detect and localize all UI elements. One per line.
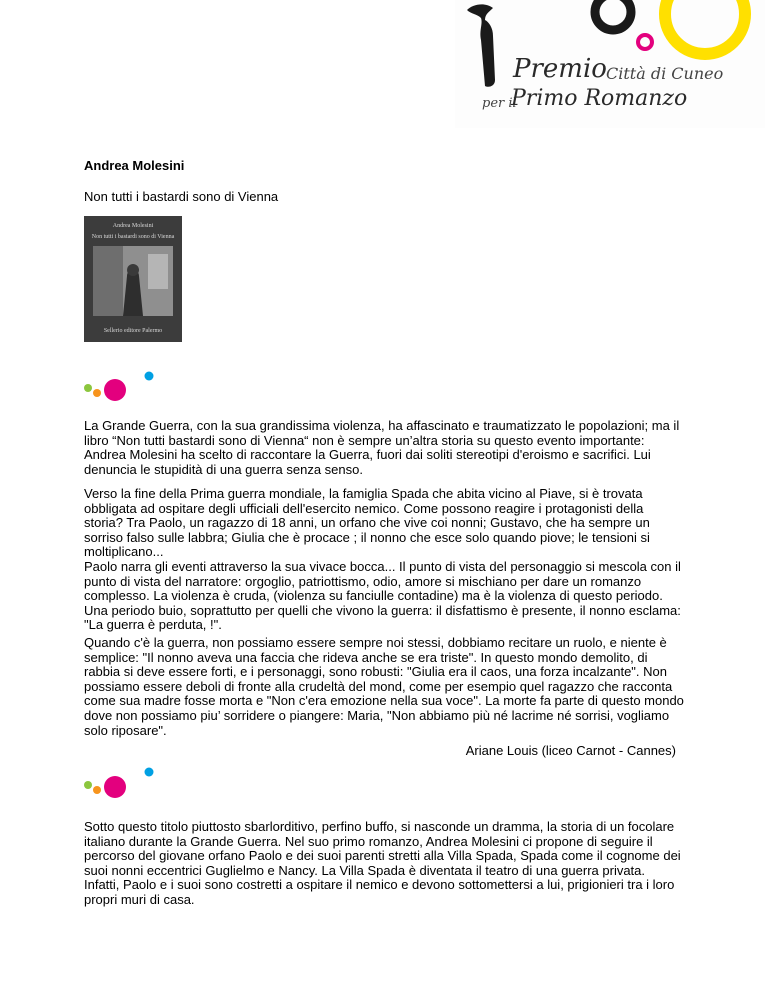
yellow-ring [665, 0, 745, 54]
author-name: Andrea Molesini [84, 158, 185, 173]
cover-illustration [93, 246, 173, 316]
review1-paragraph-2b: Paolo narra gli eventi attraverso la sua vivace bocca... Il punto di vista del personaggio si mescola con il punto di vista del narratore: orgoglio, patriottismo, odio, amore si mischiano per dare un romanzo complesso. La violenza è cruda, (violenza su fanciulle contadine) ma è la violenza di questo periodo. Una periodo buio, soprattutto per quelli che vivono la guerra: il disfattismo è presente, il nonno esclama: "La guerra è perduta, !". [84, 558, 681, 633]
review1-paragraph-1: La Grande Guerra, con la sua grandissima violenza, ha affascinato e traumatizzato le popolazioni; ma il libro “Non tutti bastardi sono di Vienna“ non è sempre un’altra storia su questo evento importante: Andrea Molesini ha scelto di raccontare la Guerra, fuori dai soliti stereotipi d'eroismo e sacrifici. Lui denuncia le stupidità di una guerra senza senso. [84, 418, 680, 477]
review1-paragraph-2 [84, 487, 684, 633]
magenta-ring [638, 35, 652, 49]
cover-title: Non tutti i bastardi sono di Vienna [91, 234, 175, 240]
cover-author: Andrea Molesini [112, 223, 154, 229]
logo-premio: Premio [513, 54, 607, 84]
decorative-dots-1 [83, 371, 158, 407]
decorative-dots-2 [83, 767, 158, 805]
review1-signature: Ariane Louis (liceo Carnot - Cannes) [465, 743, 676, 758]
premio-logo [455, 0, 765, 128]
black-ring [595, 0, 631, 30]
logo-citta: Città di Cuneo [606, 64, 724, 83]
review1-paragraph-2a: Verso la fine della Prima guerra mondiale, la famiglia Spada che abita vicino al Piave, si è trovata obbligata ad ospitare degli ufficiali dell'esercito nemico. Come possono reagire i protagonisti della storia? Tra Paolo, un ragazzo di 18 anni, un orfano che vive coi nonni; Gustavo, che ha sempre un sorriso falso sulle labbra; Giulia che è procace ; il nonno che esce solo quando piove; le tensioni si moltiplicano... [84, 486, 650, 560]
logo-per-il: per il [482, 96, 517, 111]
figure-silhouette [467, 4, 495, 86]
book-title: Non tutti i bastardi sono di Vienna [84, 189, 279, 204]
book-cover-image [84, 216, 182, 342]
review1-paragraph-3: Quando c'è la guerra, non possiamo essere sempre noi stessi, dobbiamo recitare un ruolo, e niente è semplice: "Il nonno aveva una faccia che rideva anche se era triste". In questo mondo demolito, di rabbia si deve essere forti, e i personaggi, sono robusti: "Giulia era il caos, una forza incalzante". Non possiamo essere deboli di fronte alla crudeltà del mond, come per esempio quel ragazzo che racconta come sua madre fosse morta e "Non c'era emozione nella sua voce". La morte fa parte di questo mondo dove non possiamo piu’ sorridere o piangere: Maria, "Non abbiamo più né lacrime né sorrisi, vogliamo solo riposare". [84, 635, 684, 738]
review2-paragraph-1: Sotto questo titolo piuttosto sbarlorditivo, perfino buffo, si nasconde un dramma, la storia di un focolare italiano durante la Grande Guerra. Nel suo primo romanzo, Andrea Molesini ci propone di seguire il percorso del giovane orfano Paolo e dei suoi parenti stretti alla Villa Spada, Spada come il cognome dei suoi nonni eccentrici Guglielmo e Nancy. La Villa Spada è diventata il teatro di una guerra privata. Infatti, Paolo e i suoi sono costretti a ospitare il nemico e devono sottomettersi a lui, prigionieri tra i loro propri muri di casa. [84, 819, 681, 907]
cover-publisher: Sellerio editore Palermo [103, 328, 163, 334]
logo-primo-romanzo: Primo Romanzo [511, 86, 688, 111]
